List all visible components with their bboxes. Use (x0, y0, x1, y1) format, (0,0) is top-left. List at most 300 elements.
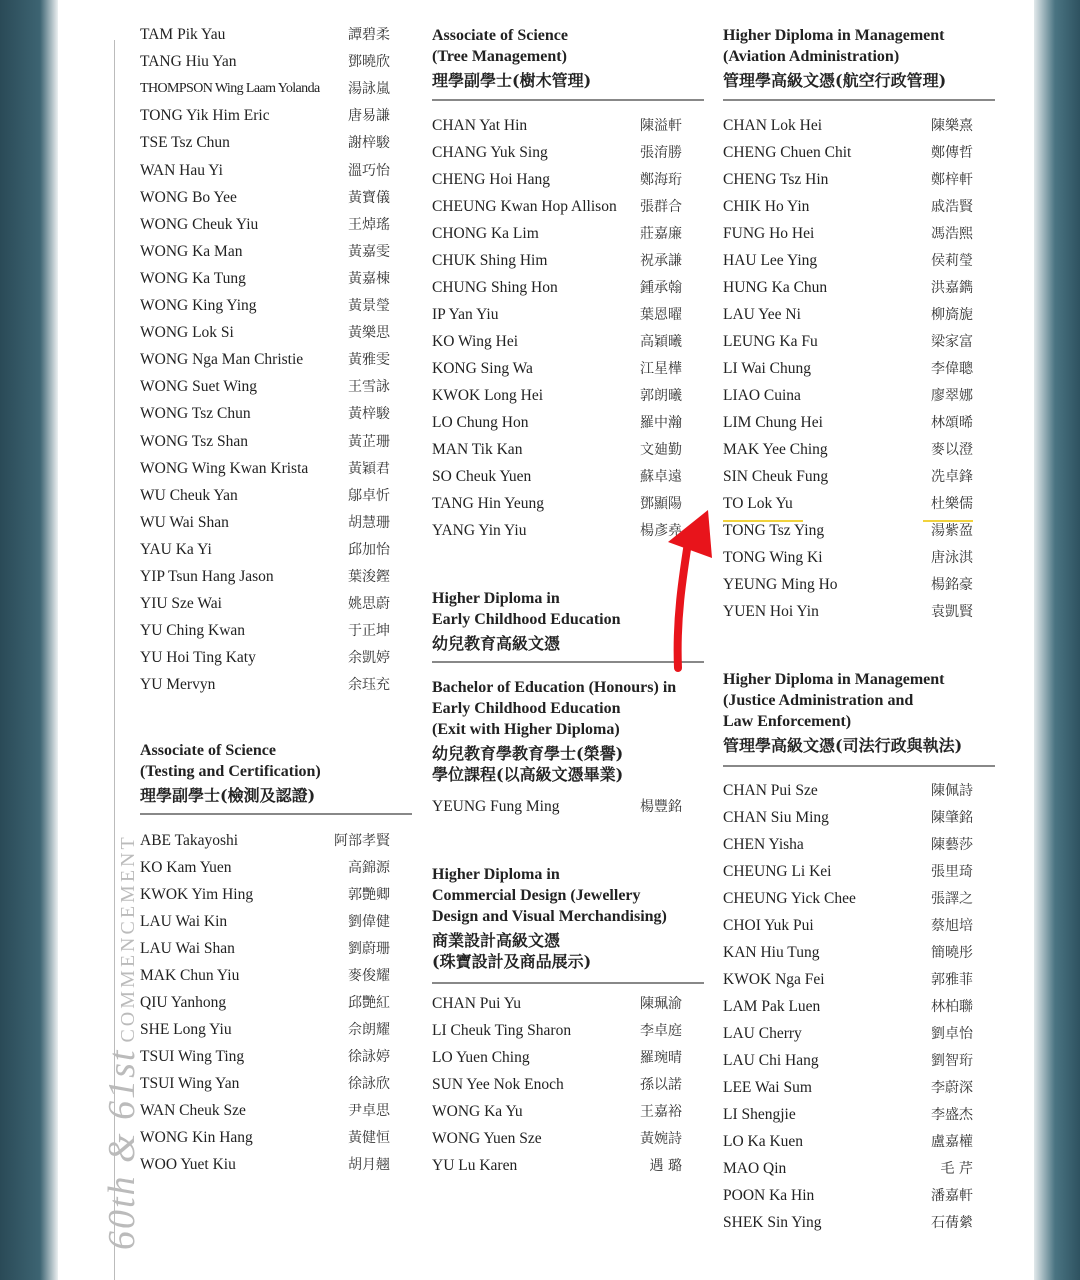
graduate-row (723, 305, 973, 332)
graduate-chinese-name: 李盛杰 (931, 1107, 973, 1123)
graduate-english-name: MAK Chun Yiu (140, 967, 240, 984)
graduate-row (140, 161, 390, 188)
graduate-chinese-name: 李卓庭 (640, 1023, 682, 1039)
graduate-chinese-name: 洪嘉鐫 (931, 280, 973, 296)
graduate-row (723, 1186, 973, 1213)
graduate-chinese-name: 杜樂儒 (931, 496, 973, 512)
graduate-english-name: WONG Kin Hang (140, 1129, 253, 1146)
graduate-chinese-name: 鄔卓忻 (348, 487, 390, 504)
graduate-english-name: YEUNG Fung Ming (432, 798, 560, 815)
graduate-chinese-name: 郭朗曦 (640, 388, 682, 404)
graduate-row (140, 966, 390, 993)
graduate-row (432, 1048, 682, 1075)
graduate-english-name: CHEUNG Kwan Hop Allison (432, 198, 617, 215)
graduate-row (723, 143, 973, 170)
graduate-english-name: THOMPSON Wing Laam Yolanda (140, 81, 320, 97)
graduate-row (432, 1129, 682, 1156)
graduate-chinese-name: 陳佩詩 (931, 783, 973, 799)
graduate-row (140, 52, 390, 79)
graduate-row (723, 386, 973, 413)
graduate-chinese-name: 劉偉健 (348, 914, 390, 930)
graduate-chinese-name: 陳溢軒 (640, 118, 682, 134)
graduate-chinese-name: 葉浚鏗 (348, 569, 390, 585)
graduate-row (723, 1105, 973, 1132)
graduate-english-name: TSUI Wing Ting (140, 1048, 245, 1065)
graduate-chinese-name: 文廸勤 (640, 442, 682, 458)
graduate-chinese-name: 黃芷珊 (348, 433, 390, 450)
graduate-chinese-name: 黃景瑩 (348, 298, 390, 314)
graduate-chinese-name: 張里琦 (931, 864, 973, 880)
section-chinese-title-2: 學位課程(以高級文憑畢業) (432, 765, 624, 784)
graduate-chinese-name: 蘇卓遠 (640, 469, 682, 485)
graduate-chinese-name: 廖翠娜 (931, 388, 973, 404)
graduate-english-name: FUNG Ho Hei (723, 225, 815, 242)
graduate-row (140, 106, 390, 133)
graduate-chinese-name: 李偉聰 (931, 361, 973, 377)
graduate-chinese-name: 王嘉裕 (640, 1104, 682, 1120)
graduate-english-name: HUNG Ka Chun (723, 279, 828, 296)
graduate-row (432, 224, 682, 251)
graduate-chinese-name: 鄭海珩 (640, 172, 682, 188)
graduate-english-name: WU Wai Shan (140, 513, 229, 531)
graduate-row (432, 1102, 682, 1129)
graduate-english-name: MAO Qin (723, 1160, 787, 1177)
graduate-row (140, 1101, 390, 1128)
graduate-english-name: CHENG Chuen Chit (723, 144, 852, 161)
graduate-chinese-name: 余凱婷 (348, 650, 390, 667)
graduate-english-name: WONG Wing Kwan Krista (140, 459, 309, 477)
graduate-chinese-name: 張群合 (640, 199, 682, 215)
graduate-english-name: CHEUNG Li Kei (723, 863, 832, 880)
graduate-english-name: LI Shengjie (723, 1106, 796, 1123)
graduate-row (432, 1021, 682, 1048)
graduate-row (723, 1159, 973, 1186)
graduate-english-name: CHAN Yat Hin (432, 117, 528, 134)
section-commercial-design (432, 864, 682, 972)
graduate-english-name: LAM Pak Luen (723, 998, 821, 1015)
graduate-row (140, 350, 390, 377)
section-chinese-title: 理學副學士(樹木管理) (432, 71, 592, 90)
graduate-english-name: YU Mervyn (140, 676, 216, 694)
graduate-row (723, 548, 973, 575)
graduate-chinese-name: 郭艷卿 (348, 887, 390, 903)
graduate-english-name: TONG Wing Ki (723, 549, 823, 566)
graduate-chinese-name: 葉恩曜 (640, 307, 682, 323)
graduate-english-name: LIM Chung Hei (723, 414, 823, 431)
section-subtitle-2: Law Enforcement) (723, 713, 852, 730)
section-title: Higher Diploma in (432, 590, 560, 607)
section-chinese-title-2: (珠寶設計及商品展示) (432, 952, 592, 971)
graduate-row (723, 808, 973, 835)
graduate-chinese-name: 邱加怡 (348, 541, 390, 558)
graduate-row (140, 432, 390, 459)
graduate-chinese-name: 劉卓怡 (931, 1026, 973, 1042)
graduate-row (723, 970, 973, 997)
graduate-chinese-name: 溫巧怡 (348, 162, 390, 179)
graduate-row (723, 1051, 973, 1078)
graduate-row (432, 197, 682, 224)
graduate-english-name: WOO Yuet Kiu (140, 1156, 236, 1173)
graduate-row (140, 323, 390, 350)
graduate-row (723, 997, 973, 1024)
graduate-row (140, 993, 390, 1020)
section-title: Bachelor of Education (Honours) in (432, 679, 677, 696)
graduate-chinese-name: 佘朗耀 (348, 1022, 390, 1038)
graduate-english-name: TAM Pik Yau (140, 26, 226, 43)
graduate-chinese-name: 盧嘉權 (931, 1134, 973, 1150)
graduate-english-name: TANG Hiu Yan (140, 53, 237, 71)
graduate-chinese-name: 尹卓思 (348, 1103, 390, 1119)
section-chinese-title: 幼兒教育高級文憑 (432, 634, 561, 653)
graduate-row (723, 413, 973, 440)
section-subtitle: Early Childhood Education (432, 611, 621, 628)
graduate-row (140, 621, 390, 648)
graduate-english-name: TO Lok Yu (723, 495, 793, 512)
graduate-row (432, 251, 682, 278)
graduate-chinese-name: 張淯勝 (640, 145, 682, 161)
graduate-row (723, 521, 973, 548)
section-rule (432, 99, 704, 101)
graduate-row (723, 602, 973, 629)
graduate-chinese-name: 麥俊耀 (348, 968, 390, 984)
graduate-english-name: TONG Yik Him Eric (140, 107, 270, 125)
graduate-english-name: WONG Nga Man Christie (140, 351, 304, 369)
graduate-chinese-name: 高穎曦 (640, 334, 682, 350)
graduate-english-name: KWOK Long Hei (432, 387, 544, 404)
graduate-chinese-name: 鄧曉欣 (348, 54, 390, 71)
graduate-english-name: CHEN Yisha (723, 836, 804, 853)
graduate-chinese-name: 林頌晞 (931, 415, 973, 431)
section-tree-management (432, 25, 682, 91)
graduate-chinese-name: 唐泳淇 (931, 550, 973, 566)
graduate-chinese-name: 阿部孝賢 (334, 833, 390, 849)
section-aviation-administration (723, 25, 973, 91)
graduate-chinese-name: 李蔚深 (931, 1080, 973, 1096)
section-subtitle: (Aviation Administration) (723, 48, 900, 65)
graduate-english-name: LAU Wai Shan (140, 940, 235, 957)
graduate-row (432, 278, 682, 305)
graduate-chinese-name: 羅中瀚 (640, 415, 682, 431)
graduate-chinese-name: 邱艷紅 (348, 995, 390, 1011)
graduate-english-name: WAN Cheuk Sze (140, 1102, 246, 1119)
section-subtitle: (Justice Administration and (723, 692, 914, 709)
graduate-english-name: MAN Tik Kan (432, 441, 523, 458)
section-title: Higher Diploma in Management (723, 671, 945, 688)
graduate-row (723, 862, 973, 889)
graduate-chinese-name: 柳旖旎 (931, 307, 973, 323)
graduate-row (723, 467, 973, 494)
graduate-english-name: WONG Bo Yee (140, 188, 237, 206)
graduate-chinese-name: 張譯之 (931, 891, 973, 907)
red-arrow-icon (640, 490, 730, 680)
graduate-row (432, 386, 682, 413)
graduate-chinese-name: 簡曉彤 (931, 945, 973, 961)
graduate-english-name: KO Wing Hei (432, 333, 519, 350)
section-justice-administration (723, 669, 973, 756)
graduate-chinese-name: 譚碧柔 (348, 27, 390, 43)
graduate-chinese-name: 鄧顯陽 (640, 496, 682, 512)
section-title: Associate of Science (140, 742, 276, 759)
graduate-chinese-name: 冼卓鋒 (931, 469, 973, 485)
graduate-row (140, 459, 390, 486)
section-subtitle: Early Childhood Education (432, 700, 621, 717)
section-chinese-title: 理學副學士(檢測及認證) (140, 786, 316, 805)
side-title-small: COMMENCEMENT (117, 834, 139, 1043)
graduate-chinese-name: 馮浩熙 (931, 226, 973, 242)
graduate-chinese-name: 楊豐銘 (640, 799, 682, 815)
graduate-row (140, 1128, 390, 1155)
graduate-row (723, 116, 973, 143)
section-title: Higher Diploma in (432, 866, 560, 883)
section-chinese-title: 幼兒教育學教育學士(榮譽) (432, 744, 624, 763)
graduate-row (723, 1132, 973, 1159)
graduate-english-name: TONG Tsz Ying (723, 522, 825, 539)
graduate-chinese-name: 江星樺 (640, 361, 682, 377)
graduate-chinese-name: 孫以諾 (640, 1077, 682, 1093)
graduate-english-name: YIP Tsun Hang Jason (140, 568, 274, 585)
graduate-row (140, 296, 390, 323)
graduate-chinese-name: 徐詠欣 (348, 1076, 390, 1092)
graduate-row (140, 215, 390, 242)
graduate-chinese-name: 陳肇銘 (931, 810, 973, 826)
graduate-chinese-name: 劉蔚珊 (348, 941, 390, 957)
graduate-chinese-name: 王雪詠 (348, 379, 390, 396)
graduate-row (432, 440, 682, 467)
graduate-english-name: CHENG Hoi Hang (432, 171, 550, 188)
graduate-chinese-name: 湯詠嵐 (348, 81, 390, 98)
graduate-row (723, 1213, 973, 1240)
graduate-english-name: CHAN Pui Sze (723, 782, 818, 799)
graduate-chinese-name: 鍾承翰 (640, 280, 682, 296)
graduate-chinese-name: 陳樂熹 (931, 118, 973, 134)
graduate-chinese-name: 鄭傳哲 (931, 145, 973, 161)
graduate-english-name: CHOI Yuk Pui (723, 917, 814, 934)
graduate-row (723, 224, 973, 251)
graduate-chinese-name: 毛 芹 (940, 1161, 973, 1177)
graduate-row (432, 305, 682, 332)
graduate-row (140, 404, 390, 431)
graduate-chinese-name: 郭雅菲 (931, 972, 973, 988)
graduate-row (140, 567, 390, 594)
graduate-chinese-name: 梁家富 (931, 334, 973, 350)
graduate-english-name: SIN Cheuk Fung (723, 468, 829, 485)
graduate-row (723, 494, 973, 521)
graduate-english-name: YUEN Hoi Yin (723, 603, 819, 620)
graduate-english-name: LO Yuen Ching (432, 1049, 530, 1066)
graduate-row (432, 1156, 682, 1183)
graduate-row (140, 269, 390, 296)
graduate-row (432, 413, 682, 440)
graduate-english-name: TSE Tsz Chun (140, 134, 230, 152)
graduate-english-name: CHEUNG Yick Chee (723, 890, 856, 907)
graduate-english-name: YU Lu Karen (432, 1157, 518, 1174)
graduate-english-name: SHE Long Yiu (140, 1021, 232, 1038)
graduate-chinese-name: 徐詠婷 (348, 1049, 390, 1065)
graduate-english-name: CHONG Ka Lim (432, 225, 539, 242)
graduate-english-name: CHANG Yuk Sing (432, 144, 548, 161)
graduate-row (140, 513, 390, 540)
graduate-english-name: YIU Sze Wai (140, 595, 222, 613)
graduate-english-name: WONG Yuen Sze (432, 1130, 542, 1147)
graduate-row (723, 1024, 973, 1051)
graduate-english-name: YAU Ka Yi (140, 540, 212, 558)
graduate-english-name: ABE Takayoshi (140, 832, 239, 849)
graduate-english-name: WONG Ka Yu (432, 1103, 523, 1120)
side-title-big: 60th & 61st (101, 1048, 143, 1250)
graduate-chinese-name: 羅琬晴 (640, 1050, 682, 1066)
section-rule (723, 765, 995, 767)
graduate-row (723, 1078, 973, 1105)
graduate-english-name: YU Hoi Ting Katy (140, 649, 256, 667)
graduate-chinese-name: 高錦源 (348, 860, 390, 876)
graduate-row (723, 332, 973, 359)
graduate-row (723, 278, 973, 305)
graduate-chinese-name: 黃健恒 (348, 1130, 390, 1146)
graduate-chinese-name: 黃婉詩 (640, 1131, 682, 1147)
graduate-row (140, 79, 390, 106)
graduate-chinese-name: 黃梓駿 (348, 406, 390, 423)
graduate-english-name: LEUNG Ka Fu (723, 333, 818, 350)
section-title: Higher Diploma in Management (723, 27, 945, 44)
graduate-row (140, 858, 390, 885)
graduate-chinese-name: 潘嘉軒 (931, 1188, 973, 1204)
graduate-chinese-name: 陳珮渝 (640, 996, 682, 1012)
graduate-english-name: HAU Lee Ying (723, 252, 818, 269)
graduate-english-name: LO Chung Hon (432, 414, 529, 431)
graduate-chinese-name: 劉智珩 (931, 1053, 973, 1069)
graduate-row (140, 939, 390, 966)
graduate-english-name: IP Yan Yiu (432, 306, 499, 323)
graduate-english-name: LAU Wai Kin (140, 913, 228, 930)
graduate-chinese-name: 陳藝莎 (931, 837, 973, 853)
graduate-row (140, 831, 390, 858)
graduate-english-name: KONG Sing Wa (432, 360, 533, 377)
graduate-row (723, 835, 973, 862)
graduate-chinese-name: 戚浩賢 (931, 199, 973, 215)
graduate-english-name: LIAO Cuina (723, 387, 801, 404)
graduate-english-name: LAU Chi Hang (723, 1052, 819, 1069)
graduate-english-name: TSUI Wing Yan (140, 1075, 240, 1092)
graduate-row (432, 170, 682, 197)
graduate-row (140, 675, 390, 702)
graduate-chinese-name: 林柏聯 (931, 999, 973, 1015)
section-subtitle-2: Design and Visual Merchandising) (432, 908, 667, 925)
graduate-row (140, 188, 390, 215)
name-highlight-underline-zh (923, 520, 973, 522)
graduate-row (140, 1155, 390, 1182)
graduate-english-name: MAK Yee Ching (723, 441, 828, 458)
graduate-row (140, 540, 390, 567)
graduate-english-name: SUN Yee Nok Enoch (432, 1076, 564, 1093)
graduate-chinese-name: 楊彥堯 (640, 523, 682, 539)
side-title (100, 834, 144, 1250)
section-chinese-title: 商業設計高級文憑 (432, 931, 561, 950)
graduate-english-name: WONG Tsz Shan (140, 432, 248, 450)
graduate-row (140, 133, 390, 160)
graduate-row (432, 332, 682, 359)
graduate-chinese-name: 唐易謙 (348, 108, 390, 125)
graduate-chinese-name: 祝承謙 (640, 253, 682, 269)
graduate-row (140, 1020, 390, 1047)
section-subtitle: (Testing and Certification) (140, 763, 321, 780)
graduate-english-name: CHAN Pui Yu (432, 995, 521, 1012)
graduate-row (140, 377, 390, 404)
graduate-row (432, 143, 682, 170)
section-subtitle-2: (Exit with Higher Diploma) (432, 721, 620, 738)
graduate-chinese-name: 姚思蔚 (348, 596, 390, 613)
graduate-english-name: CHUNG Shing Hon (432, 279, 558, 296)
graduate-chinese-name: 莊嘉廉 (640, 226, 682, 242)
graduate-chinese-name: 遇 璐 (649, 1158, 682, 1174)
graduate-english-name: WONG Lok Si (140, 324, 234, 342)
graduate-english-name: POON Ka Hin (723, 1187, 815, 1204)
graduate-english-name: WONG Ka Man (140, 242, 243, 260)
graduate-row (140, 1047, 390, 1074)
graduate-chinese-name: 楊銘豪 (931, 577, 973, 593)
graduate-row (140, 25, 390, 52)
graduate-english-name: SO Cheuk Yuen (432, 468, 532, 485)
graduate-chinese-name: 蔡旭培 (931, 918, 973, 934)
graduate-row (723, 916, 973, 943)
graduate-chinese-name: 黃嘉雯 (348, 243, 390, 260)
graduate-row (432, 116, 682, 143)
graduate-chinese-name: 胡慧珊 (348, 514, 390, 531)
graduate-english-name: LAU Yee Ni (723, 306, 801, 323)
graduate-row (723, 575, 973, 602)
section-rule (140, 813, 412, 815)
graduate-english-name: KAN Hiu Tung (723, 944, 820, 961)
section-rule (432, 982, 704, 984)
graduate-english-name: WU Cheuk Yan (140, 486, 238, 504)
section-title: Associate of Science (432, 27, 568, 44)
section-subtitle: (Tree Management) (432, 48, 567, 65)
graduate-chinese-name: 王焯瑤 (348, 216, 390, 233)
graduate-english-name: LI Wai Chung (723, 360, 812, 377)
graduate-row (140, 242, 390, 269)
graduate-english-name: WAN Hau Yi (140, 161, 223, 179)
graduate-english-name: KWOK Nga Fei (723, 971, 825, 988)
graduate-row (723, 781, 973, 808)
graduate-english-name: LAU Cherry (723, 1025, 802, 1042)
graduate-row (432, 994, 682, 1021)
section-testing-certification (140, 740, 390, 806)
graduate-chinese-name: 胡月翹 (348, 1157, 390, 1173)
graduate-row (432, 797, 682, 824)
graduate-chinese-name: 侯莉瑩 (931, 253, 973, 269)
graduate-chinese-name: 于正坤 (348, 623, 390, 640)
graduate-english-name: WONG Tsz Chun (140, 405, 251, 423)
graduate-chinese-name: 鄭梓軒 (931, 172, 973, 188)
graduate-english-name: LEE Wai Sum (723, 1079, 812, 1096)
graduate-english-name: CHAN Siu Ming (723, 809, 829, 826)
graduate-row (140, 486, 390, 513)
graduate-english-name: QIU Yanhong (140, 994, 227, 1011)
section-chinese-title: 管理學高級文憑(司法行政與執法) (723, 736, 963, 755)
graduate-chinese-name: 黃嘉棟 (348, 270, 390, 287)
section-subtitle: Commercial Design (Jewellery (432, 887, 641, 904)
graduate-row (723, 440, 973, 467)
graduate-chinese-name: 黃樂思 (348, 325, 390, 342)
graduate-english-name: TANG Hin Yeung (432, 495, 545, 512)
graduate-english-name: WONG Ka Tung (140, 269, 246, 287)
graduate-row (140, 594, 390, 621)
graduate-english-name: WONG Suet Wing (140, 378, 258, 396)
graduate-chinese-name: 黃雅雯 (348, 352, 390, 369)
graduate-english-name: YU Ching Kwan (140, 622, 246, 640)
graduate-english-name: YEUNG Ming Ho (723, 576, 838, 593)
graduate-chinese-name: 謝梓駿 (348, 135, 390, 152)
graduate-row (723, 889, 973, 916)
